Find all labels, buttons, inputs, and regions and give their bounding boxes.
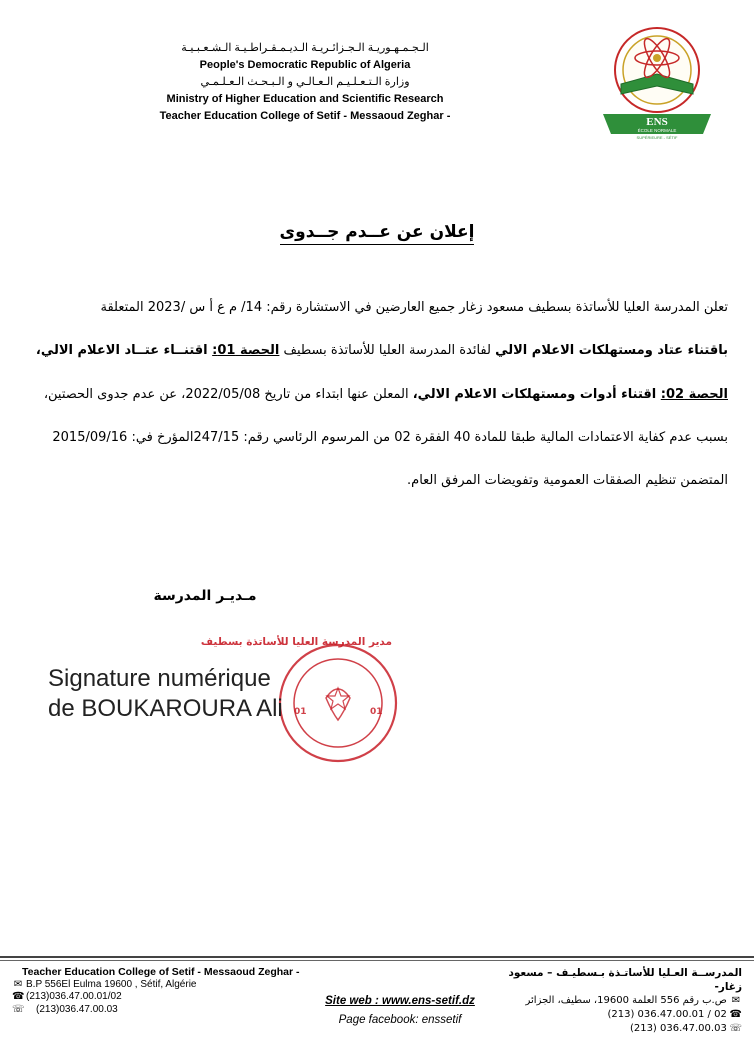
lot-subject: باقتناء عتاد ومستهلكات الاعلام الالي [495,343,728,358]
body-line-4 [44,430,728,445]
body-line-2-mid: لفائدة المدرسة العليا للأساتذة بسطيف [279,343,496,358]
footer-right [500,966,742,1036]
body-line-4-text: بسبب عدم كفاية الاعتمادات المالية طبقا للمادة 40 الفقرة 02 من المرسوم الرئاسي رقم: 247/15المؤرخ في: 2015/09/16 [52,430,728,445]
stamp-number-left: 01 [294,707,307,717]
website-link[interactable]: www.ens-setif.dz [382,995,475,1007]
footer-address-arabic: ص.ب رقم 556 العلمة 19600، سطيف، الجزائر [525,995,727,1006]
footer-phone-arabic: (213) 036.47.00.01 / 02 [607,1009,727,1020]
digital-signature [48,664,283,724]
body-line-5 [44,473,728,488]
envelope-icon: ✉ [13,978,23,990]
footer-center [300,992,500,1030]
college-name-english: Teacher Education College of Setif - Messaoud Zeghar - [159,110,451,122]
phone-icon: ☎ [12,991,25,1002]
ministry-name-english: Ministry of Higher Education and Scientific Research [166,93,444,105]
lot-02-label: الحصة 02: [660,387,728,402]
body-line-1 [44,300,728,315]
envelope-icon: ✉ [731,995,741,1006]
logo-sub-2: SUPÉRIEURE - SÉTIF [636,135,678,140]
footer-college-name: Teacher Education College of Setif - Messaoud Zeghar - [22,966,300,978]
logo-ens-text: ENS [646,116,668,128]
signature-line-2: de BOUKAROURA Ali [48,695,283,722]
footer-divider-thin [0,960,754,961]
footer-phone: (213)036.47.00.01/02 [26,991,122,1002]
lot-01-desc: اقتنــاء عتــاد الاعلام الالي، [35,343,213,358]
footer-address-arabic-row [500,994,742,1008]
website-label: Site web : [325,995,382,1007]
republic-name-english: People's Democratic Republic of Algeria [199,59,411,71]
letterhead [140,40,470,125]
announcement-title-wrap [0,222,754,242]
body-line-3 [44,387,728,402]
ens-setif-logo [585,22,730,144]
official-stamp [274,640,402,766]
footer-college-name-arabic: المدرســة العـليا للأساتـذة بـسطيـف – مسعود زغار- [508,967,742,993]
director-label: مـديـر المدرسة [153,588,257,604]
republic-name-arabic: الـجـمـهـوريـة الـجـزائـريـة الـديـمـقـراطـيـة الـشـعـبـيـة [181,42,429,54]
footer-address: B.P 556El Eulma 19600 , Sétif, Algérie [26,978,197,990]
footer-address-row [12,979,300,992]
website-row [300,992,500,1011]
stamp-number-right: 01 [370,707,383,717]
signature-line-1: Signature numérique [48,665,271,692]
announcement-title: إعلان عن عــدم جــدوى [280,222,475,245]
body-line-1-text: تعلن المدرسة العليا للأساتذة بسطيف مسعود زغار جميع العارضين في الاستشارة رقم: 14/ م ع أ س /2023 المتعلقة [100,300,728,315]
phone-icon: ☎ [729,1009,742,1020]
body-line-3-tail: المعلن عنها ابتداء من تاريخ 2022/05/08، عن عدم جدوى الحصتين، [43,387,413,402]
footer-fax-arabic: (213) 036.47.00.03 [629,1023,727,1034]
footer-phone-arabic-row [500,1008,742,1022]
footer-phone-row [12,991,300,1004]
lot-02-desc: اقتناء أدوات ومستهلكات الاعلام الالي، [412,387,661,402]
footer-divider [0,956,754,958]
fax-icon: ☏ [12,1003,25,1015]
logo-sub-1: ÉCOLE NORMALE [637,128,677,133]
footer-left [12,966,300,1016]
footer-fax-arabic-row [500,1022,742,1036]
facebook-page: Page facebook: enssetif [338,1014,462,1026]
ministry-name-arabic: وزارة الـتـعـلـيـم الـعـالـي و الـبـحـث الـعـلـمـي [200,76,410,88]
footer-fax: (213)036.47.00.03 [36,1003,118,1015]
body-line-5-text: المتضمن تنظيم الصفقات العمومية وتفويضات المرفق العام. [407,473,728,488]
footer-fax-row [12,1004,300,1017]
body-line-2 [35,343,728,358]
fax-icon: ☏ [729,1023,742,1034]
lot-01-label: الحصة 01: [212,343,280,358]
stamp-title: مدير المدرسة العليا للأساتذة بسطيف [200,636,392,648]
